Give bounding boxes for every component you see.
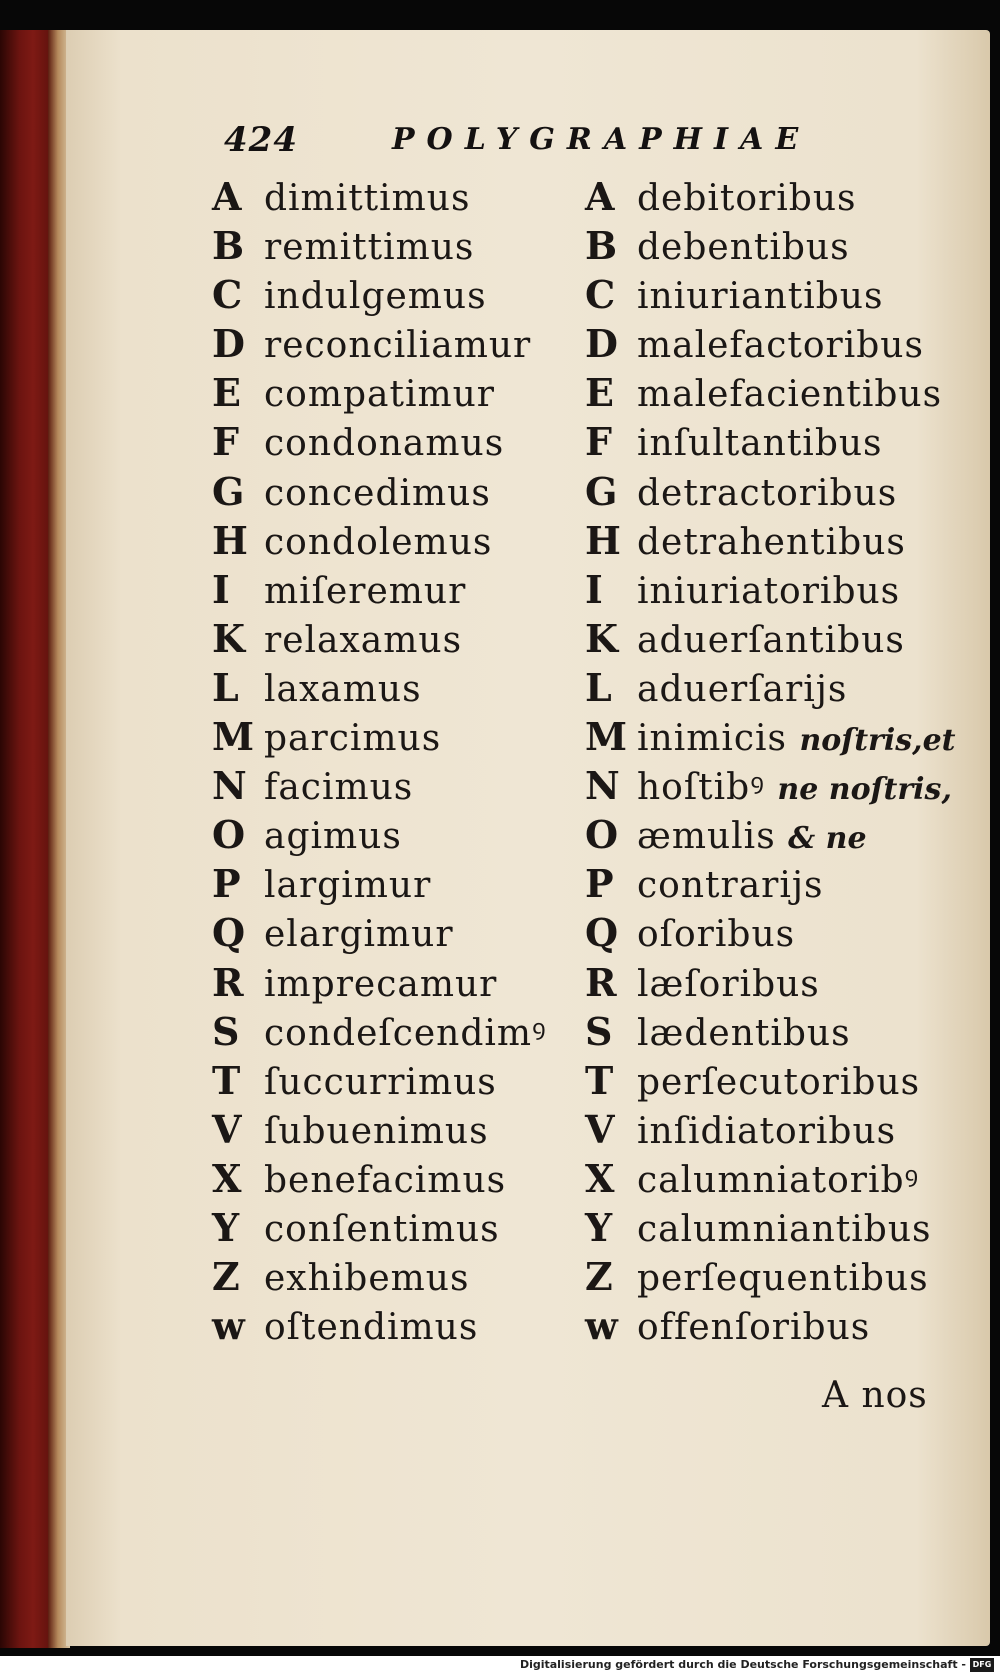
cipher-letter: P (212, 861, 242, 907)
cipher-word: perſequentibus (637, 1258, 929, 1300)
cipher-word: æmulis (637, 816, 776, 858)
right-column-row (585, 810, 965, 859)
left-column-row (212, 270, 582, 319)
cipher-word: remittimus (264, 227, 475, 269)
page-header (224, 120, 844, 164)
cipher-word: dimittimus (264, 178, 471, 219)
left-column-row (212, 565, 582, 614)
cipher-word: inſultantibus (637, 423, 883, 465)
cipher-letter: F (212, 419, 240, 465)
catchword: A nos (822, 1375, 928, 1416)
right-column-row (585, 1007, 965, 1056)
cipher-word: ſubuenimus (264, 1110, 489, 1152)
cipher-word: parcimus (264, 718, 442, 760)
cipher-word: calumniatoribꝰ (637, 1159, 920, 1201)
cipher-word: compatimur (264, 374, 495, 416)
cipher-word: relaxamus (264, 619, 463, 661)
cipher-word: miſeremur (264, 570, 467, 612)
cipher-letter: F (585, 419, 613, 465)
left-column-row (212, 417, 582, 466)
cipher-letter: H (585, 517, 622, 563)
cipher-letter: V (585, 1106, 616, 1152)
right-column-row (585, 1154, 965, 1203)
right-column-row (585, 614, 965, 663)
cipher-word: laxamus (264, 668, 422, 710)
cipher-letter: L (585, 664, 613, 710)
right-column-row (585, 319, 965, 368)
cipher-word: agimus (264, 816, 402, 858)
cipher-letter: M (585, 714, 629, 760)
left-column-row (212, 221, 582, 270)
cipher-word: imprecamur (264, 963, 498, 1005)
cipher-letter: X (212, 1155, 243, 1201)
cipher-word: hoſtibꝰ (637, 767, 765, 809)
left-column-row (212, 319, 582, 368)
left-column-row (212, 908, 582, 957)
right-column-row (585, 221, 965, 270)
cipher-letter: H (212, 517, 249, 563)
cipher-word: condonamus (264, 423, 505, 465)
cipher-word: inimicis (637, 718, 788, 760)
cipher-word: largimur (264, 865, 432, 907)
cipher-word: reconciliamur (264, 325, 532, 367)
cipher-letter: L (212, 664, 240, 710)
left-column-row (212, 368, 582, 417)
cipher-letter: X (585, 1155, 616, 1201)
cipher-letter: D (212, 321, 246, 367)
cipher-word: facimus (264, 767, 414, 809)
left-column-row (212, 1007, 582, 1056)
running-head: POLYGRAPHIAE (392, 122, 811, 157)
left-column-row (212, 1105, 582, 1154)
left-column-row (212, 958, 582, 1007)
italic-gloss: ne noſtris, (777, 772, 952, 808)
left-column-row (212, 1056, 582, 1105)
right-column (585, 172, 965, 1350)
cipher-word: oſtendimus (264, 1307, 479, 1349)
cipher-word: malefacientibus (637, 374, 943, 416)
cipher-word: detractoribus (637, 472, 898, 514)
cipher-letter: E (212, 370, 242, 416)
cipher-word: lædentibus (637, 1012, 851, 1054)
cipher-letter: G (212, 468, 246, 514)
cipher-word: exhibemus (264, 1258, 470, 1300)
italic-gloss: & ne (788, 821, 867, 857)
cipher-word: malefactoribus (637, 325, 924, 367)
left-column-row (212, 712, 582, 761)
cipher-letter: S (212, 1008, 241, 1054)
cipher-word: detrahentibus (637, 521, 906, 563)
cipher-letter: I (212, 566, 231, 612)
left-column-row (212, 1252, 582, 1301)
cipher-letter: Z (585, 1254, 614, 1300)
cipher-letter: Y (585, 1204, 614, 1250)
cipher-letter: C (585, 272, 617, 318)
cipher-letter: Q (585, 910, 620, 956)
cipher-letter: T (585, 1057, 615, 1103)
cipher-letter: G (585, 468, 619, 514)
cipher-word: indulgemus (264, 276, 487, 318)
right-column-row (585, 270, 965, 319)
cipher-word: oſoribus (637, 914, 796, 956)
right-column-row (585, 417, 965, 466)
left-column-row (212, 663, 582, 712)
cipher-word: læſoribus (637, 963, 820, 1005)
right-column-row (585, 1252, 965, 1301)
cipher-letter: A (212, 174, 243, 219)
cipher-word: calumniantibus (637, 1208, 932, 1250)
cipher-letter: K (212, 615, 247, 661)
left-column-row (212, 810, 582, 859)
cipher-word: ſuccurrimus (264, 1061, 497, 1103)
cipher-letter: R (212, 959, 245, 1005)
cipher-letter: V (212, 1106, 243, 1152)
page-number: 424 (224, 120, 298, 160)
left-column-row (212, 1203, 582, 1252)
left-column-row (212, 1154, 582, 1203)
cipher-letter: M (212, 714, 256, 760)
cipher-letter: B (585, 223, 619, 269)
cipher-letter: E (585, 370, 615, 416)
cipher-letter: B (212, 223, 246, 269)
left-column-row (212, 172, 582, 221)
right-column-row (585, 368, 965, 417)
left-column-row (212, 859, 582, 908)
footer-credit: Digitalisierung gefördert durch die Deutsche Forschungsgemeinschaft - (519, 1658, 966, 1671)
cipher-word: offenſoribus (637, 1307, 871, 1349)
cipher-letter: R (585, 959, 618, 1005)
cipher-word: debentibus (637, 227, 850, 269)
left-column-row (212, 516, 582, 565)
cipher-letter: Q (212, 910, 247, 956)
cipher-letter: N (212, 763, 248, 809)
cipher-word: conſentimus (264, 1208, 500, 1250)
cipher-word: contrarijs (637, 865, 824, 907)
cipher-letter: Z (212, 1254, 241, 1300)
right-column-row (585, 1203, 965, 1252)
cipher-word: aduerſantibus (637, 619, 905, 661)
cipher-letter: T (212, 1057, 242, 1103)
right-column-row (585, 467, 965, 516)
cipher-letter: O (212, 812, 247, 858)
cipher-word: concedimus (264, 472, 491, 514)
right-column-row (585, 663, 965, 712)
cipher-word: inſidiatoribus (637, 1110, 897, 1152)
cipher-word: benefacimus (264, 1159, 507, 1201)
cipher-letter: D (585, 321, 619, 367)
cipher-letter: C (212, 272, 244, 318)
left-column-row (212, 614, 582, 663)
right-column-row (585, 516, 965, 565)
left-column-row (212, 467, 582, 516)
right-column-row (585, 1301, 965, 1350)
left-column-row (212, 761, 582, 810)
right-column-row (585, 958, 965, 1007)
cipher-letter: K (585, 615, 620, 661)
left-column-row (212, 1301, 582, 1350)
cipher-word: aduerſarijs (637, 668, 848, 710)
cipher-word: iniuriatoribus (637, 570, 901, 612)
book-spine (0, 30, 55, 1648)
right-column-row (585, 712, 965, 761)
cipher-letter: I (585, 566, 604, 612)
right-column-row (585, 172, 965, 221)
cipher-letter: P (585, 861, 615, 907)
cipher-letter: O (585, 812, 620, 858)
right-column-row (585, 908, 965, 957)
right-column-row (585, 761, 965, 810)
right-column-row (585, 859, 965, 908)
cipher-letter: A (585, 174, 616, 219)
right-column-row (585, 1056, 965, 1105)
cipher-word: elargimur (264, 914, 454, 956)
cipher-word: perſecutoribus (637, 1061, 921, 1103)
right-column-row (585, 565, 965, 614)
cipher-letter: Y (212, 1204, 241, 1250)
italic-gloss: noſtris,et (799, 723, 956, 759)
cipher-letter: N (585, 763, 621, 809)
left-column (212, 172, 582, 1350)
cipher-letter: w (212, 1303, 246, 1349)
cipher-letter: S (585, 1008, 614, 1054)
cipher-word: condolemus (264, 521, 493, 563)
dfg-logo: DFG (970, 1658, 994, 1672)
cipher-letter: w (585, 1303, 619, 1349)
cipher-word: debitoribus (637, 178, 857, 219)
cipher-word: condeſcendimꝰ (264, 1012, 547, 1054)
cipher-word: iniuriantibus (637, 276, 884, 318)
right-column-row (585, 1105, 965, 1154)
